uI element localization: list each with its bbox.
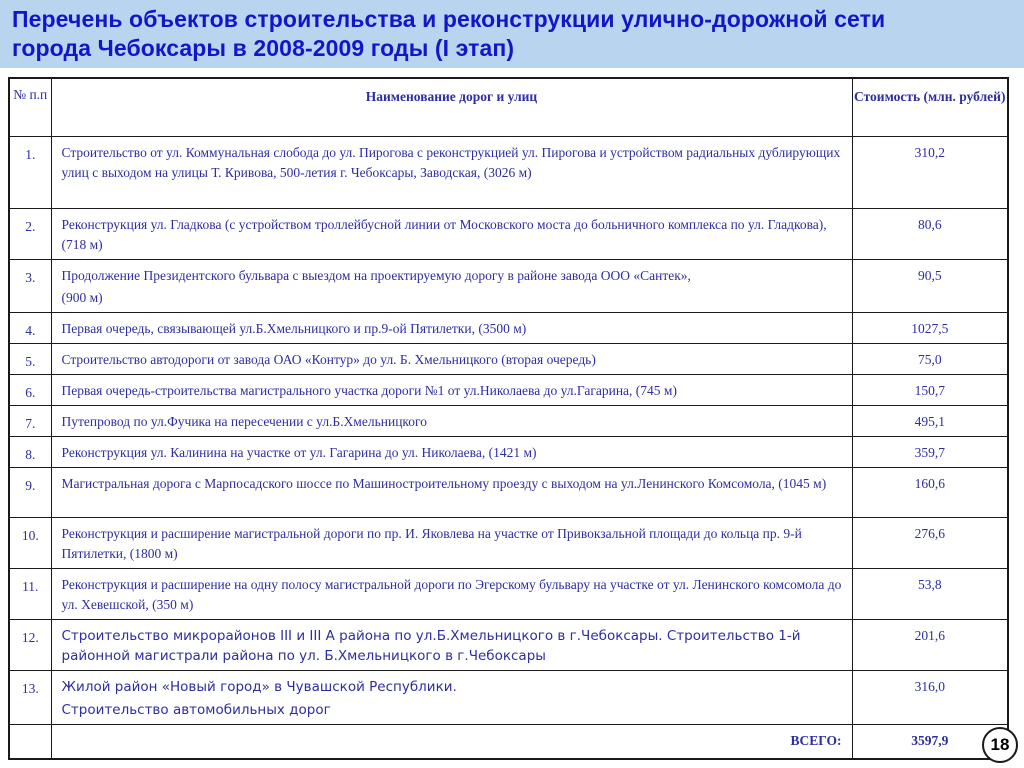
row-num: 5.: [9, 343, 51, 374]
column-header-cost: Стоимость (млн. рублей): [852, 78, 1008, 136]
row-num: 6.: [9, 374, 51, 405]
row-num: 3.: [9, 259, 51, 312]
page-title: [12, 5, 1012, 63]
title-banner: [0, 0, 1024, 68]
row-cost: 53,8: [852, 568, 1008, 619]
row-num: 9.: [9, 467, 51, 517]
row-name: Реконструкция ул. Гладкова (с устройством троллейбусной линии от Московского моста до больничного комплекса по ул. Гладкова), (718 м): [51, 208, 852, 259]
table-row: [9, 208, 1008, 259]
row-num: 10.: [9, 517, 51, 568]
table-row: [9, 343, 1008, 374]
row-name: Строительство микрорайонов III и III А района по ул.Б.Хмельницкого в г.Чебоксары. Строительство 1-й районной магистрали района по ул. Б.Хмельницкого в г.Чебоксары: [51, 619, 852, 670]
row-cost: 201,6: [852, 619, 1008, 670]
table-row: [9, 374, 1008, 405]
row-num: 8.: [9, 436, 51, 467]
row-num: 11.: [9, 568, 51, 619]
page-number-badge: 18: [982, 727, 1018, 763]
row-name: [51, 259, 852, 312]
column-header-num: № п.п: [9, 78, 51, 136]
table-row: [9, 312, 1008, 343]
row-name-line-2: (900 м): [61, 289, 103, 305]
row-cost: 80,6: [852, 208, 1008, 259]
row-num: 1.: [9, 136, 51, 208]
row-cost: 75,0: [852, 343, 1008, 374]
total-value: 3597,9: [852, 724, 1008, 759]
row-name: Первая очередь-строительства магистрального участка дороги №1 от ул.Николаева до ул.Гагарина, (745 м): [51, 374, 852, 405]
row-num: 13.: [9, 670, 51, 724]
row-name: Реконструкция и расширение магистральной дороги по пр. И. Яковлева на участке от Привокзальной площади до кольца пр. 9-й Пятилетки, (1800 м): [51, 517, 852, 568]
row-cost: 150,7: [852, 374, 1008, 405]
row-cost: 160,6: [852, 467, 1008, 517]
page-title-line-2: города Чебоксары в 2008-2009 годы (I этап): [12, 35, 515, 61]
row-name-line-1: Продолжение Президентского бульвара с выездом на проектируемую дорогу в районе завода ООО «Сантек»,: [61, 267, 691, 283]
table-row: [9, 467, 1008, 517]
table-total-row: [9, 724, 1008, 759]
total-empty-cell: [9, 724, 51, 759]
row-name-line-1: Жилой район «Новый город» в Чувашской Республики.: [61, 678, 457, 695]
row-num: 7.: [9, 405, 51, 436]
table-row: [9, 619, 1008, 670]
row-cost: 90,5: [852, 259, 1008, 312]
table-row: [9, 517, 1008, 568]
row-name: Первая очередь, связывающей ул.Б.Хмельницкого и пр.9-ой Пятилетки, (3500 м): [51, 312, 852, 343]
row-cost: 359,7: [852, 436, 1008, 467]
row-cost: 316,0: [852, 670, 1008, 724]
row-name: Магистральная дорога с Марпосадского шоссе по Машиностроительному проезду с выходом на ул.Ленинского Комсомола, (1045 м): [51, 467, 852, 517]
table-header-row: [9, 78, 1008, 136]
row-cost: 495,1: [852, 405, 1008, 436]
row-num: 2.: [9, 208, 51, 259]
row-name: Строительство автодороги от завода ОАО «Контур» до ул. Б. Хмельницкого (вторая очередь): [51, 343, 852, 374]
row-name: Строительство от ул. Коммунальная слобода до ул. Пирогова с реконструкцией ул. Пирогова и устройством радиальных дублирующих улиц с выходом на улицы Т. Кривова, 500-летия г. Чебоксары, Заводская, (3026 м): [51, 136, 852, 208]
row-name-line-2: Строительство автомобильных дорог: [61, 701, 331, 718]
row-cost: 1027,5: [852, 312, 1008, 343]
page-title-line-1: Перечень объектов строительства и реконструкции улично-дорожной сети: [12, 6, 886, 32]
row-name: [51, 670, 852, 724]
table-row: [9, 259, 1008, 312]
table-row: [9, 136, 1008, 208]
row-name: Реконструкция и расширение на одну полосу магистральной дороги по Эгерскому бульвару на участке от ул. Ленинского комсомола до ул. Хевешской, (350 м): [51, 568, 852, 619]
row-num: 4.: [9, 312, 51, 343]
table-row: [9, 568, 1008, 619]
row-name: Реконструкция ул. Калинина на участке от ул. Гагарина до ул. Николаева, (1421 м): [51, 436, 852, 467]
objects-table: [8, 77, 1009, 760]
table-row: [9, 670, 1008, 724]
column-header-name: Наименование дорог и улиц: [51, 78, 852, 136]
row-cost: 276,6: [852, 517, 1008, 568]
row-cost: 310,2: [852, 136, 1008, 208]
row-num: 12.: [9, 619, 51, 670]
total-label: ВСЕГО:: [51, 724, 852, 759]
table-row: [9, 436, 1008, 467]
row-name: Путепровод по ул.Фучика на пересечении с ул.Б.Хмельницкого: [51, 405, 852, 436]
table-row: [9, 405, 1008, 436]
